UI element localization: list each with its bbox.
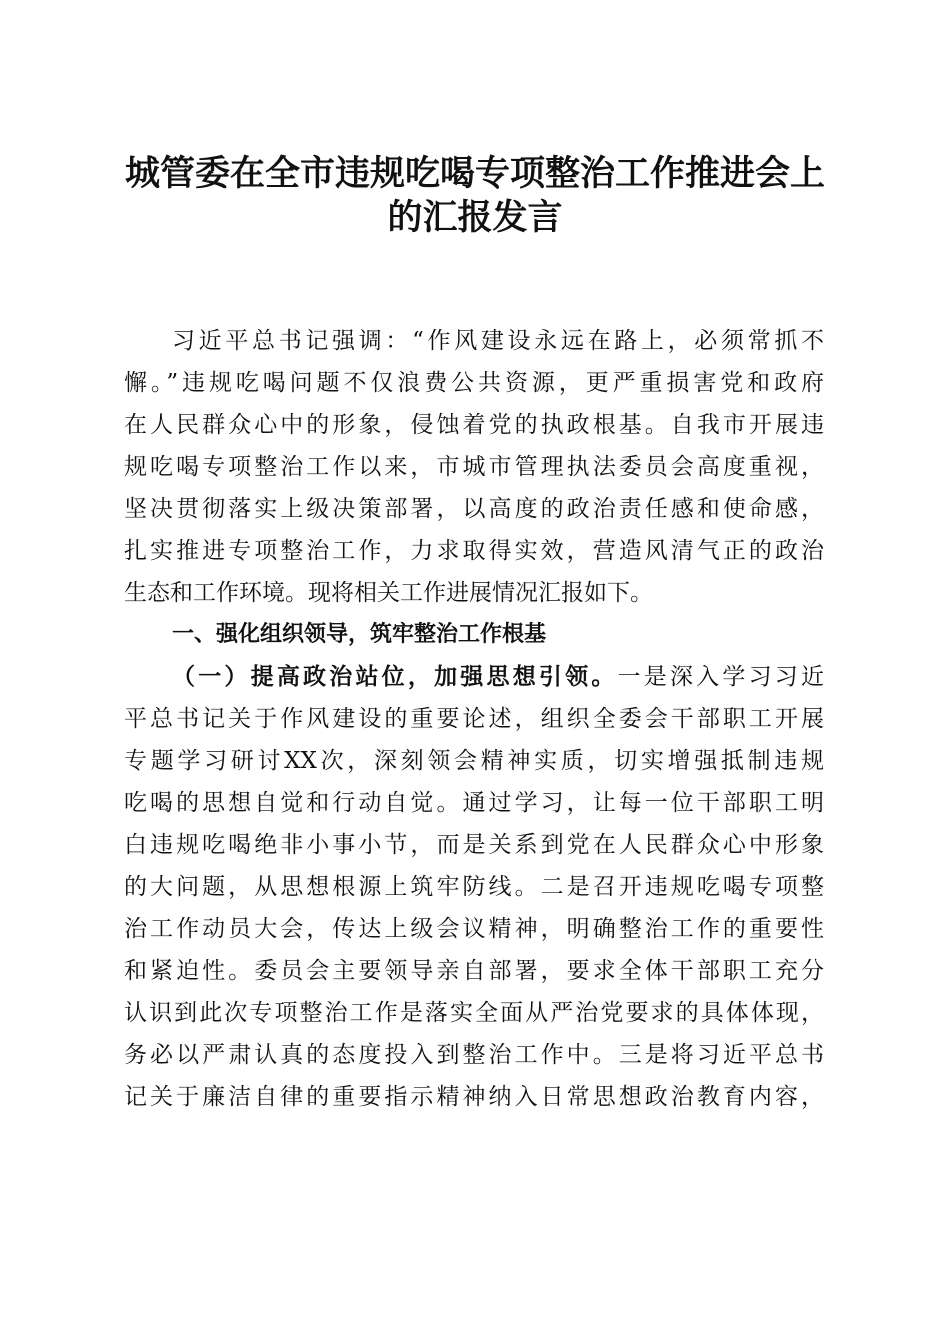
sub-heading: （一）提高政治站位，加强思想引领。 (172, 663, 618, 690)
intro-line: 生态和工作环境。现将相关工作进展情况汇报如下。 (124, 580, 653, 606)
section-line: 平总书记关于作风建设的重要论述，组织全委会干部职工开展 (124, 706, 824, 732)
intro-line: 习近平总书记强调：“作风建设永远在路上，必须常抓不 (172, 328, 824, 354)
section-heading: 一、强化组织领导，筑牢整治工作根基 (172, 622, 547, 647)
intro-line: 坚决贯彻落实上级决策部署，以高度的政治责任感和使命感， (124, 496, 824, 522)
intro-line: 规吃喝专项整治工作以来，市城市管理执法委员会高度重视， (124, 454, 824, 480)
section-line: 治工作动员大会，传达上级会议精神，明确整治工作的重要性 (124, 916, 824, 942)
intro-line: 扎实推进专项整治工作，力求取得实效，营造风清气正的政治 (124, 538, 824, 564)
document-title (100, 152, 850, 240)
intro-line: 懈。”违规吃喝问题不仅浪费公共资源，更严重损害党和政府 (124, 370, 824, 396)
intro-line: 在人民群众心中的形象，侵蚀着党的执政根基。自我市开展违 (124, 412, 824, 438)
section-line: 记关于廉洁自律的重要指示精神纳入日常思想政治教育内容， (124, 1084, 824, 1110)
document-body (124, 320, 824, 1118)
section-line: 的大问题，从思想根源上筑牢防线。二是召开违规吃喝专项整 (124, 874, 824, 900)
title-line-1: 城管委在全市违规吃喝专项整治工作推进会上 (124, 153, 825, 194)
section-first-line (124, 656, 824, 698)
section-line: 白违规吃喝绝非小事小节，而是关系到党在人民群众心中形象 (124, 832, 824, 858)
title-line-2: 的汇报发言 (387, 197, 563, 238)
section-line: 吃喝的思想自觉和行动自觉。通过学习，让每一位干部职工明 (124, 790, 824, 816)
section-first-line-rest: 一是深入学习习近 (617, 664, 825, 690)
section-line: 务必以严肃认真的态度投入到整治工作中。三是将习近平总书 (124, 1042, 824, 1068)
section-line: 专题学习研讨XX次，深刻领会精神实质，切实增强抵制违规 (124, 748, 824, 774)
section-line: 认识到此次专项整治工作是落实全面从严治党要求的具体体现， (124, 1000, 824, 1026)
section-line: 和紧迫性。委员会主要领导亲自部署，要求全体干部职工充分 (124, 958, 824, 984)
